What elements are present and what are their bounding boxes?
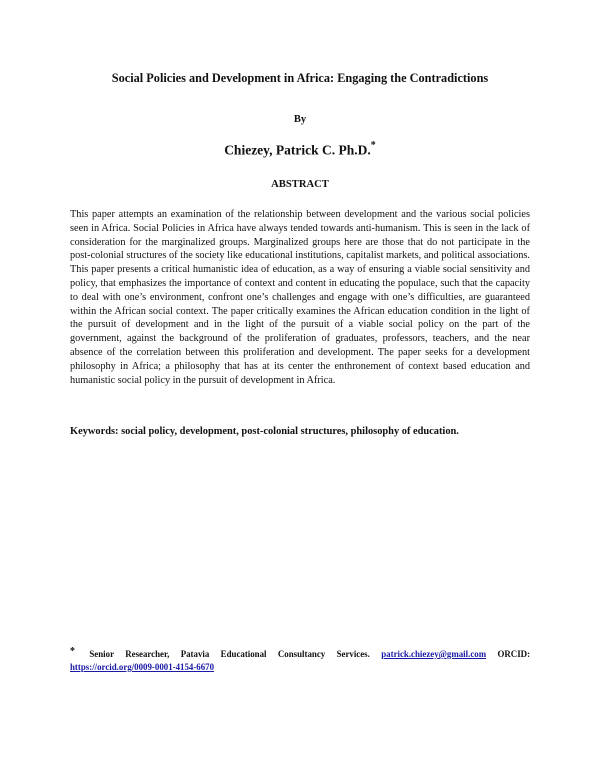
author-name: Chiezey, Patrick C. Ph.D. xyxy=(224,142,371,158)
email-link[interactable]: patrick.chiezey@gmail.com xyxy=(381,649,487,659)
paper-title: Social Policies and Development in Africa: Engaging the Contradictions xyxy=(111,71,489,85)
footnote-mark: * xyxy=(70,646,75,657)
keywords: Keywords: social policy, development, post-colonial structures, philosophy of education. xyxy=(70,426,459,437)
orcid-link[interactable]: https://orcid.org/0009-0001-4154-6670 xyxy=(70,662,215,672)
orcid-label: ORCID: xyxy=(497,649,531,659)
author-line xyxy=(0,138,600,160)
footnote-text: Senior Researcher, Patavia Educational Consultancy Services. xyxy=(89,649,370,659)
abstract-heading: ABSTRACT xyxy=(271,179,329,190)
author-footnote-mark[interactable]: * xyxy=(370,140,376,151)
by-label: By xyxy=(293,114,307,125)
abstract-body: This paper attempts an examination of the relationship between development and the various social policies seen in Africa. Social Policies in Africa have always tended towards anti-humanism. This is seen in the lack of consideration for the marginalized groups. Marginalized groups here are those that do not participate in the post-colonial structures of the society like educational institutions, capitalist markets, and political associations. This paper presents a critical humanistic idea of education, as a way of ensuring a viable social sensitivity and policy, that emphasizes the importance of context and content in educating the populace, such that the capacity to deal with one’s environment, confront one’s challenges and engage with one’s difficulties, are guaranteed within the African social context. The paper critically examines the African education condition in the light of the pursuit of development and in the light of the pursuit of a viable social policy on the part of the government, against the background of the proliferation of graduates, professors, teachers, and the near absence of the correlation between this proliferation and development. The paper seeks for a development philosophy in Africa; a philosophy that has at its center the enthronement of context based education and humanistic social policy in the pursuit of development in Africa. xyxy=(70,209,530,386)
footnote xyxy=(70,648,530,674)
